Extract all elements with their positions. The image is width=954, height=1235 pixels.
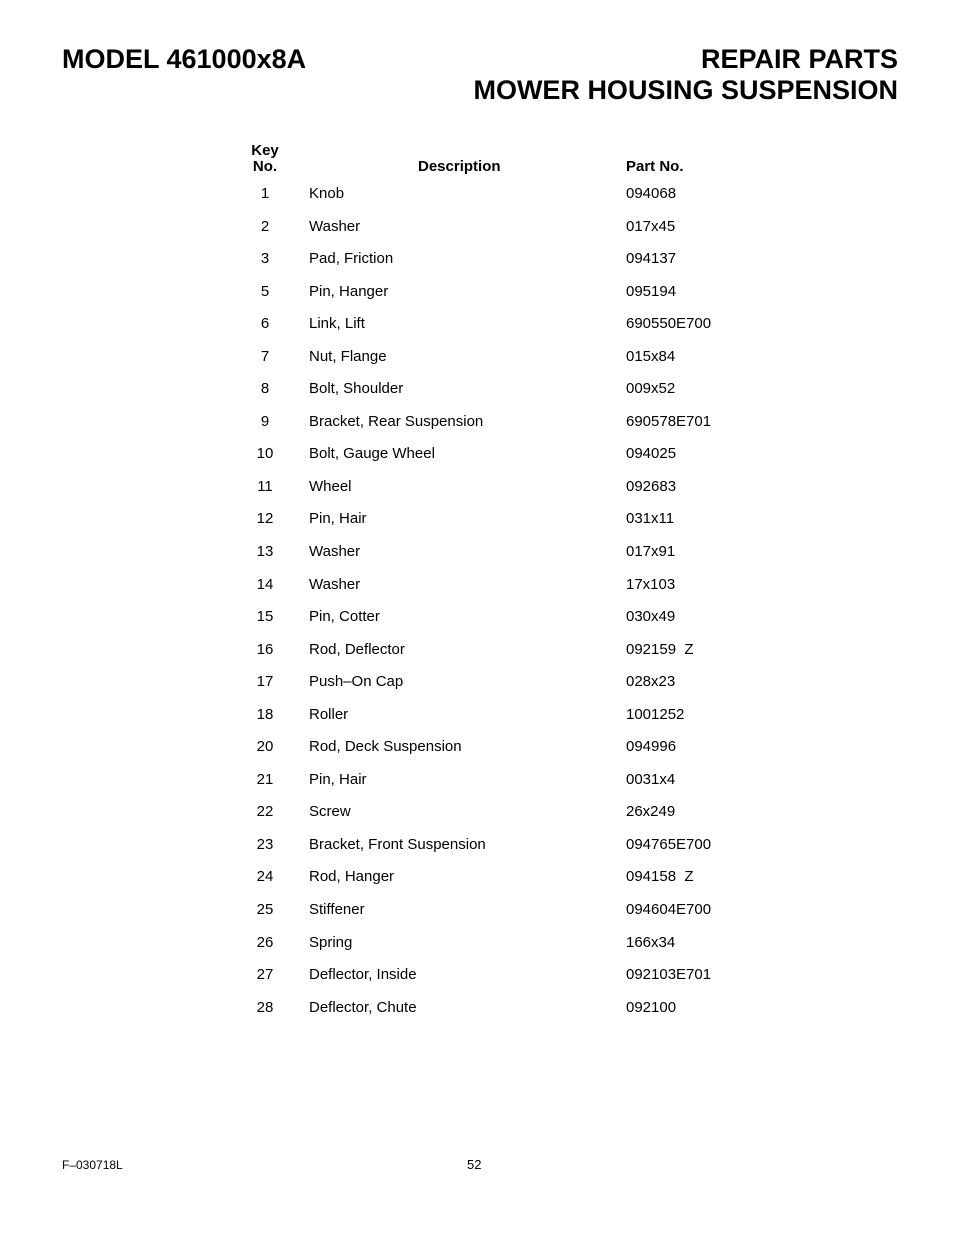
part-key-number: 20 (256, 738, 274, 756)
section-title (473, 44, 898, 106)
column-header-description: Description (418, 158, 501, 175)
part-number: 0031x4 (626, 770, 676, 788)
part-number: 094996 (626, 738, 677, 756)
part-key-number: 7 (260, 347, 270, 365)
part-description: Knob (309, 185, 345, 202)
table-row (240, 307, 760, 340)
table-body (240, 177, 760, 1023)
part-number: 094765E700 (626, 835, 712, 853)
part-description: Rod, Deflector (309, 640, 405, 658)
part-description: Link, Lift (309, 315, 365, 333)
section-title-line1: REPAIR PARTS (700, 44, 898, 74)
part-number: 26x249 (626, 803, 676, 821)
part-key-number: 26 (256, 933, 274, 951)
part-key-number: 21 (256, 770, 274, 788)
part-description: Pin, Hanger (309, 282, 389, 300)
part-number: 092159 Z (626, 640, 694, 658)
column-header-key-line2: No. (252, 158, 278, 175)
part-key-number: 12 (256, 510, 274, 528)
table-row (240, 372, 760, 405)
part-description: Pin, Cotter (309, 608, 380, 626)
part-key-number: 13 (256, 543, 274, 561)
part-number: 094137 (626, 250, 677, 268)
part-description: Rod, Deck Suspension (309, 738, 462, 756)
part-description: Pin, Hair (309, 770, 367, 788)
column-header-part-no: Part No. (626, 158, 684, 175)
table-row (240, 763, 760, 796)
table-row (240, 340, 760, 373)
part-number: 092100 (626, 998, 677, 1016)
part-description: Washer (309, 543, 361, 561)
part-number: 17x103 (626, 575, 676, 593)
part-key-number: 3 (260, 250, 270, 268)
part-description: Washer (309, 575, 361, 593)
part-number: 017x91 (626, 543, 676, 561)
part-description: Pin, Hair (309, 510, 367, 528)
part-number: 690578E701 (626, 412, 712, 430)
part-number: 030x49 (626, 608, 676, 626)
part-key-number: 22 (256, 803, 274, 821)
part-number: 094068 (626, 185, 677, 202)
part-key-number: 15 (256, 608, 274, 626)
table-row (240, 470, 760, 503)
table-row (240, 210, 760, 243)
table-row (240, 405, 760, 438)
part-description: Wheel (309, 477, 352, 495)
part-key-number: 14 (256, 575, 274, 593)
part-key-number: 10 (256, 445, 274, 463)
part-number: 166x34 (626, 933, 676, 951)
part-description: Rod, Hanger (309, 868, 395, 886)
part-description: Roller (309, 705, 349, 723)
part-number: 015x84 (626, 347, 676, 365)
part-description: Bolt, Gauge Wheel (309, 445, 435, 463)
part-description: Deflector, Inside (309, 966, 417, 984)
table-row (240, 665, 760, 698)
table-row (240, 177, 760, 210)
part-description: Bracket, Front Suspension (309, 835, 486, 853)
table-row (240, 275, 760, 308)
part-description: Nut, Flange (309, 347, 387, 365)
part-key-number: 25 (256, 901, 274, 919)
part-key-number: 9 (260, 412, 270, 430)
page-number: 52 (467, 1157, 482, 1172)
section-title-line2: MOWER HOUSING SUSPENSION (473, 75, 898, 105)
part-description: Bolt, Shoulder (309, 380, 404, 398)
part-key-number: 8 (260, 380, 270, 398)
part-number: 1001252 (626, 705, 685, 723)
table-row (240, 730, 760, 763)
table-row (240, 828, 760, 861)
part-description: Spring (309, 933, 353, 951)
form-code: F–030718L (62, 1158, 123, 1172)
part-number: 092683 (626, 477, 677, 495)
table-row (240, 437, 760, 470)
part-number: 094025 (626, 445, 677, 463)
part-key-number: 24 (256, 868, 274, 886)
part-key-number: 27 (256, 966, 274, 984)
part-number: 009x52 (626, 380, 676, 398)
column-header-key (240, 143, 290, 175)
part-number: 092103E701 (626, 966, 712, 984)
table-row (240, 568, 760, 601)
table-row (240, 958, 760, 991)
part-description: Washer (309, 217, 361, 235)
table-row (240, 926, 760, 959)
table-row (240, 795, 760, 828)
table-row (240, 535, 760, 568)
part-description: Push–On Cap (309, 673, 404, 691)
table-row (240, 242, 760, 275)
part-key-number: 11 (257, 477, 273, 495)
part-key-number: 1 (260, 185, 270, 202)
part-number: 017x45 (626, 217, 676, 235)
table-row (240, 991, 760, 1024)
part-key-number: 17 (256, 673, 274, 691)
part-key-number: 18 (256, 705, 274, 723)
part-description: Stiffener (309, 901, 365, 919)
part-number: 031x11 (626, 510, 675, 528)
part-description: Deflector, Chute (309, 998, 417, 1016)
part-number: 095194 (626, 282, 677, 300)
table-row (240, 502, 760, 535)
part-description: Screw (309, 803, 351, 821)
table-row (240, 893, 760, 926)
table-row (240, 860, 760, 893)
part-number: 094158 Z (626, 868, 694, 886)
part-description: Pad, Friction (309, 250, 394, 268)
part-key-number: 5 (260, 282, 270, 300)
table-header (240, 143, 760, 177)
part-key-number: 23 (256, 835, 274, 853)
table-row (240, 698, 760, 731)
parts-table (240, 143, 760, 1023)
part-number: 028x23 (626, 673, 676, 691)
part-key-number: 28 (256, 998, 274, 1016)
part-description: Bracket, Rear Suspension (309, 412, 484, 430)
part-number: 094604E700 (626, 901, 712, 919)
table-row (240, 600, 760, 633)
column-header-key-line1: Key (251, 142, 279, 159)
table-row (240, 633, 760, 666)
part-key-number: 2 (260, 217, 270, 235)
part-key-number: 16 (256, 640, 274, 658)
part-number: 690550E700 (626, 315, 712, 333)
part-key-number: 6 (260, 315, 270, 333)
model-title: MODEL 461000x8A (62, 44, 307, 74)
